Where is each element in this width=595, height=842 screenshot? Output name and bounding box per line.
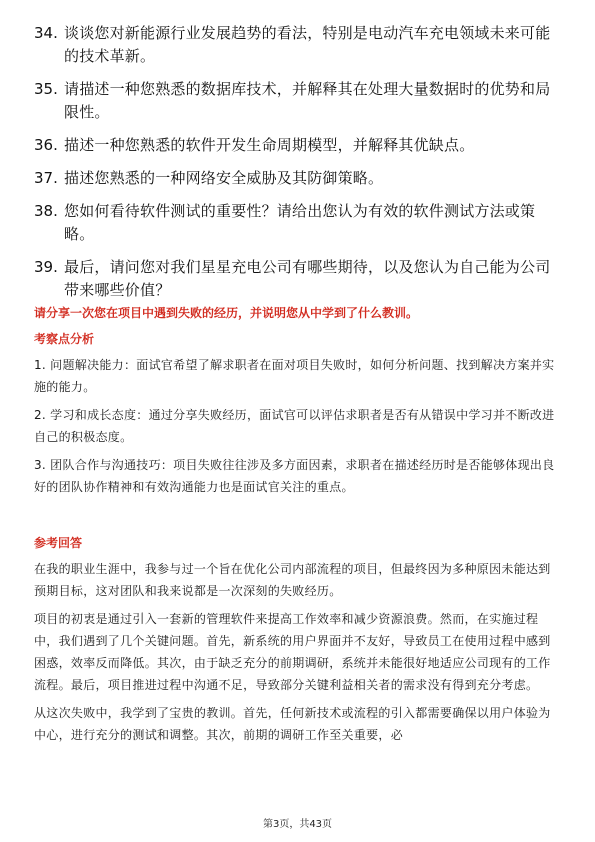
answer-paragraph: 项目的初衷是通过引入一套新的管理软件来提高工作效率和减少资源浪费。然而，在实施过程中，我们遇到了几个关键问题。首先，新系统的用户界面并不友好，导致员工在使用过程中感到困惑，效率反而降低。其次，由于缺乏充分的前期调研，系统并未能很好地适应公司现有的工作流程。最后，项目推进过程中沟通不足，导致部分关键利益相关者的需求没有得到充分考虑。 — [34, 612, 551, 692]
answer-section — [34, 534, 560, 752]
analysis-point: 1. 问题解决能力：面试官希望了解求职者在面对项目失败时，如何分析问题、找到解决方案并实施的能力。 — [34, 358, 555, 394]
question-text: 描述您熟悉的一种网络安全威胁及其防御策略。 — [64, 169, 384, 187]
question-list — [34, 22, 564, 312]
analysis-section — [34, 330, 560, 504]
answer-paragraph: 从这次失败中，我学到了宝贵的教训。首先，任何新技术或流程的引入都需要确保以用户体验为中心，进行充分的测试和调整。其次，前期的调研工作至关重要，必 — [34, 706, 551, 742]
analysis-point: 3. 团队合作与沟通技巧：项目失败往往涉及多方面因素，求职者在描述经历时是否能够体现出良好的团队协作精神和有效沟通能力也是面试官关注的重点。 — [34, 458, 555, 494]
answer-paragraph: 在我的职业生涯中，我参与过一个旨在优化公司内部流程的项目，但最终因为多种原因未能达到预期目标，这对团队和我来说都是一次深刻的失败经历。 — [34, 562, 551, 598]
question-item — [34, 256, 564, 302]
page-number: 第3页，共43页 — [262, 819, 333, 830]
featured-question: 请分享一次您在项目中遇到失败的经历，并说明您从中学到了什么教训。 — [34, 306, 419, 320]
question-item — [34, 134, 564, 157]
question-number: 35. — [34, 80, 58, 98]
question-item — [34, 200, 564, 246]
question-number: 34. — [34, 24, 58, 42]
question-text: 请描述一种您熟悉的数据库技术，并解释其在处理大量数据时的优势和局限性。 — [64, 80, 551, 121]
question-item — [34, 167, 564, 190]
question-item — [34, 22, 564, 68]
analysis-heading: 考察点分析 — [34, 332, 95, 346]
analysis-point: 2. 学习和成长态度：通过分享失败经历，面试官可以评估求职者是否有从错误中学习并不断改进自己的积极态度。 — [34, 408, 555, 444]
question-number: 39. — [34, 258, 58, 276]
question-text: 谈谈您对新能源行业发展趋势的看法，特别是电动汽车充电领域未来可能的技术革新。 — [64, 24, 551, 65]
question-text: 描述一种您熟悉的软件开发生命周期模型，并解释其优缺点。 — [64, 136, 475, 154]
question-text: 您如何看待软件测试的重要性？请给出您认为有效的软件测试方法或策略。 — [64, 202, 536, 243]
question-number: 36. — [34, 136, 58, 154]
question-number: 37. — [34, 169, 58, 187]
answer-heading: 参考回答 — [34, 536, 83, 550]
question-number: 38. — [34, 202, 58, 220]
question-item — [34, 78, 564, 124]
question-text: 最后，请问您对我们星星充电公司有哪些期待，以及您认为自己能为公司带来哪些价值？ — [64, 258, 551, 299]
